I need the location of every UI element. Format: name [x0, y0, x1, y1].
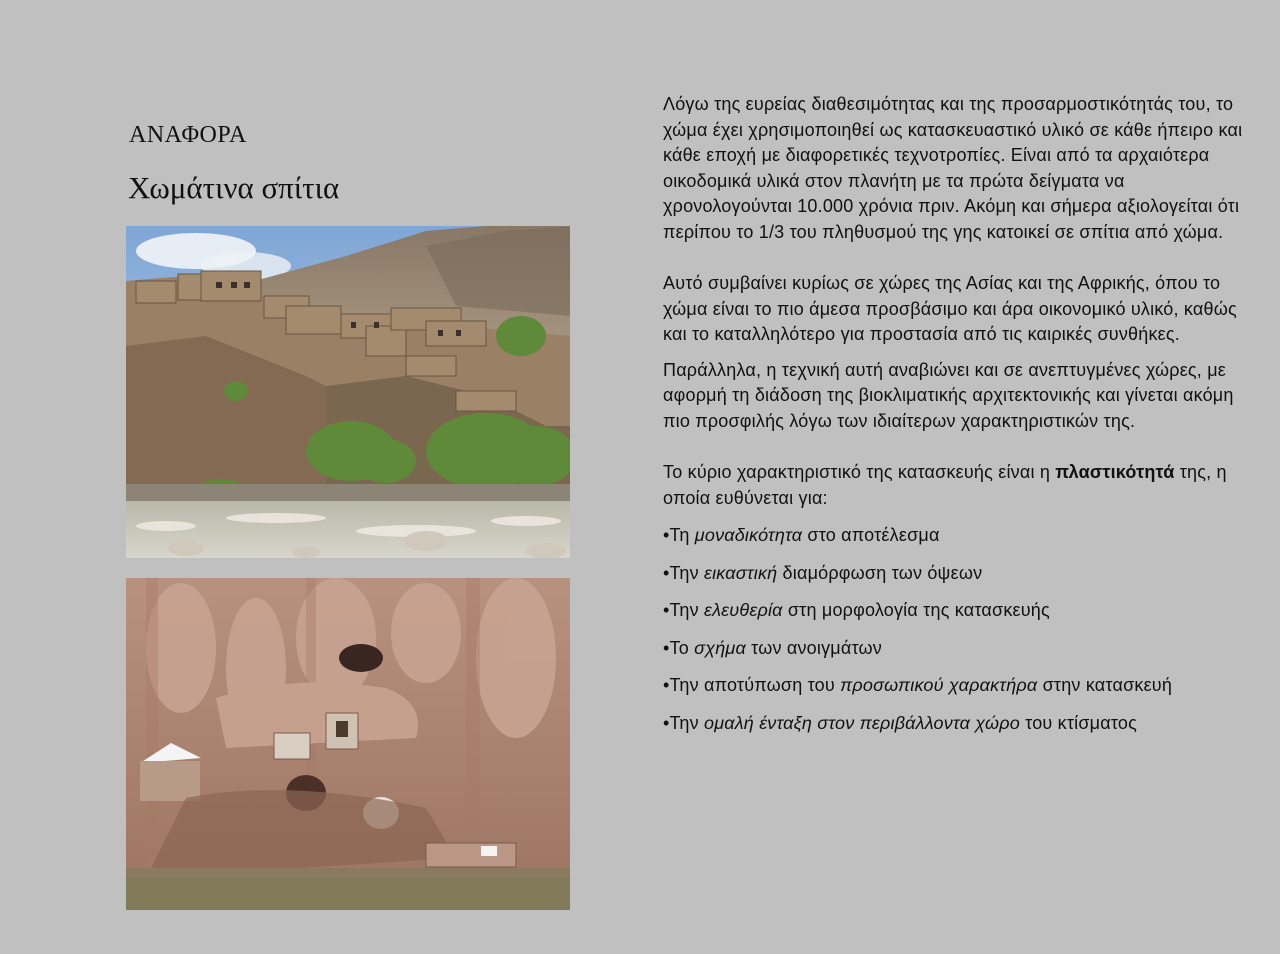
paragraph-main-feature	[663, 460, 1243, 511]
paragraph-developed-countries: Παράλληλα, η τεχνική αυτή αναβιώνει και σε ανεπτυγμένες χώρες, με αφορμή τη διάδοση της βιοκλιματικής αρχιτεκτονικής και γίνεται ακόμη πιο προσφιλής λόγω των ιδιαίτερων χαρακτηριστικών της.	[663, 359, 1234, 431]
cave-dwellings-photo	[126, 578, 570, 910]
paragraph-asia-africa: Αυτό συμβαίνει κυρίως σε χώρες της Ασίας και της Αφρικής, όπου το χώμα είναι το πιο άμεσα προσβάσιμο και άρα οικονομικό υλικό, καθώς και το καταλληλότερο για προστασία από τις καιρικές συνθήκες.	[663, 273, 1237, 344]
paragraph-intro: Λόγω της ευρείας διαθεσιμότητας και της προσαρμοστικότητάς του, το χώμα έχει χρησιμοποιηθεί ως κατασκευαστικό υλικό σε κάθε ήπειρο και κάθε εποχή με διαφορετικές τεχνοτροπίες. Είναι από τα αρχαιότερα οικοδομικά υλικά στον πλανήτη με τα πρώτα δείγματα να χρονολογούνται 10.000 χρόνια πριν. Ακόμη και σήμερα αξιολογείται ότι περίπου το 1/3 του πληθυσμού της γης κατοικεί σε σπίτια από χώμα.	[663, 94, 1243, 242]
main-feature-suffix: της, η οποία ευθύνεται για:	[663, 462, 1227, 508]
bullet-post: των ανοιγμάτων	[745, 637, 882, 658]
bullet-freedom	[663, 598, 1243, 624]
bullet-personal-character	[663, 673, 1243, 699]
section-label: ΑΝΑΦΟΡΑ	[129, 122, 247, 148]
bullet-uniqueness	[663, 523, 1243, 549]
bullet-emphasis: ελευθερία	[704, 600, 783, 620]
bullet-emphasis: προσωπικού χαρακτήρα	[840, 675, 1038, 695]
bullet-post: στη μορφολογία της κατασκευής	[782, 600, 1050, 620]
bullet-post: διαμόρφωση των όψεων	[777, 562, 983, 583]
bullet-pre: •Τη	[663, 525, 695, 545]
bullet-visual-form	[663, 561, 1243, 587]
bullet-pre: •Το	[663, 637, 695, 658]
bullet-post: του κτίσματος	[1019, 712, 1137, 733]
mountain-village-photo	[126, 226, 570, 558]
bullet-post: στο αποτέλεσμα	[802, 525, 940, 545]
bullet-emphasis: μοναδικότητα	[694, 525, 803, 545]
bullet-emphasis: ομαλή ένταξη στον περιβάλλοντα χώρο	[704, 712, 1020, 733]
body-text	[663, 92, 1243, 736]
main-feature-prefix: Το κύριο χαρακτηριστικό της κατασκευής είναι η	[663, 462, 1056, 482]
bullet-pre: •Την αποτύπωση του	[663, 675, 841, 695]
bullet-shape	[663, 636, 1243, 662]
bullet-pre: •Την	[663, 562, 704, 583]
plasticity-term: πλαστικότητά	[1055, 462, 1175, 482]
bullet-integration	[663, 711, 1243, 737]
bullet-emphasis: εικαστική	[704, 562, 778, 583]
bullet-post: στην κατασκευή	[1037, 675, 1173, 695]
bullet-pre: •Την	[663, 712, 704, 733]
page-title: Χωμάτινα σπίτια	[128, 170, 340, 205]
bullet-pre: •Την	[663, 600, 704, 620]
bullet-emphasis: σχήμα	[694, 637, 746, 658]
